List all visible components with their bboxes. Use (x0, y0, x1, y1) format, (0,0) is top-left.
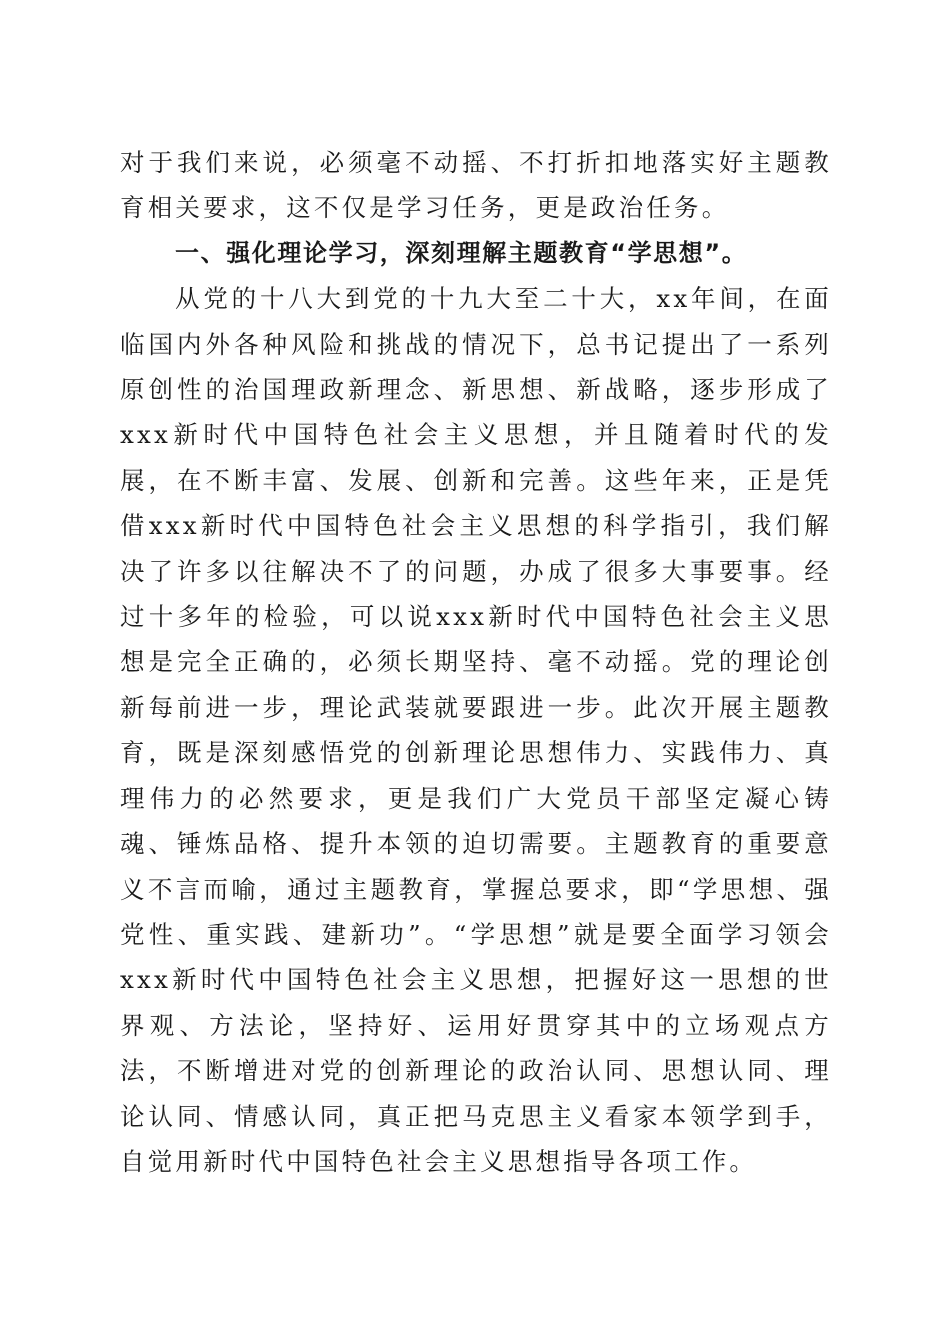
intro-paragraph: 对于我们来说，必须毫不动摇、不打折扣地落实好主题教育相关要求，这不仅是学习任务，更是政治任务。 (120, 148, 832, 223)
body-paragraph: 从党的十八大到党的十九大至二十大，xx年间，在面临国内外各种风险和挑战的情况下，总书记提出了一系列原创性的治国理政新理念、新思想、新战略，逐步形成了xxx新时代中国特色社会主义思想，并且随着时代的发展，在不断丰富、发展、创新和完善。这些年来，正是凭借xxx新时代中国特色社会主义思想的科学指引，我们解决了许多以往解决不了的问题，办成了很多大事要事。经过十多年的检验，可以说xxx新时代中国特色社会主义思想是完全正确的，必须长期坚持、毫不动摇。党的理论创新每前进一步，理论武装就要跟进一步。此次开展主题教育，既是深刻感悟党的创新理论思想伟力、实践伟力、真理伟力的必然要求，更是我们广大党员干部坚定凝心铸魂、锤炼品格、提升本领的迫切需要。主题教育的重要意义不言而喻，通过主题教育，掌握总要求，即“学思想、强党性、重实践、建新功”。“学思想”就是要全面学习领会xxx新时代中国特色社会主义思想，把握好这一思想的世界观、方法论，坚持好、运用好贯穿其中的立场观点方法，不断增进对党的创新理论的政治认同、思想认同、理论认同、情感认同，真正把马克思主义看家本领学到手，自觉用新时代中国特色社会主义思想指导各项工作。 (120, 284, 832, 1176)
document-body (120, 140, 832, 1184)
section-heading: 一、强化理论学习，深刻理解主题教育“学思想”。 (175, 238, 748, 267)
